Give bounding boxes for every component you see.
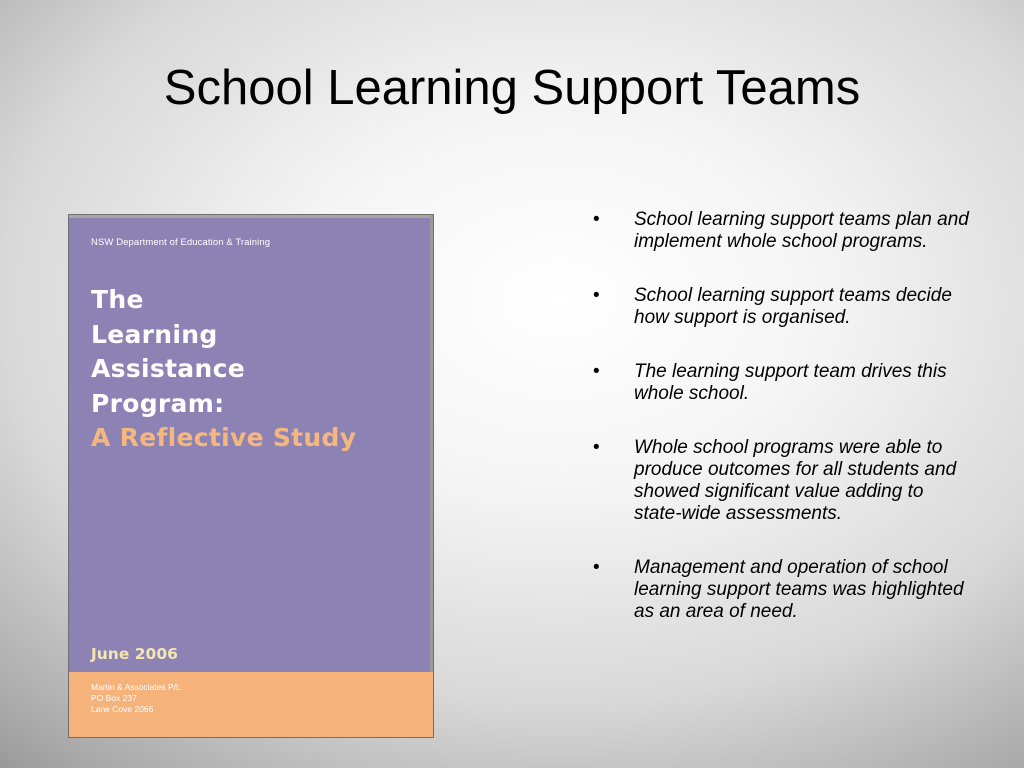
slide-title: School Learning Support Teams	[163, 61, 861, 115]
bullet-list	[590, 209, 970, 655]
bullet-item	[590, 361, 970, 405]
bullet-marker: •	[593, 437, 600, 458]
cover-footer-band	[69, 672, 433, 738]
cover-subtitle: A Reflective Study	[91, 423, 357, 452]
bullet-marker: •	[593, 209, 600, 230]
bullet-item	[590, 437, 970, 525]
cover-department: NSW Department of Education & Training	[91, 237, 271, 248]
cover-title	[91, 283, 356, 456]
bullet-text: School learning support teams plan and implement whole school programs.	[634, 209, 969, 252]
report-cover-image	[68, 214, 434, 738]
cover-top-edge	[69, 215, 433, 218]
cover-address-line: Martin & Associates P/L	[91, 682, 181, 692]
bullet-text: Whole school programs were able to produce outcomes for all students and showed significant value adding to state-wide assessments.	[634, 437, 957, 524]
bullet-item	[590, 557, 970, 623]
cover-address-line: Lane Cove 2066	[91, 704, 154, 714]
cover-address	[91, 682, 181, 715]
bullet-text: The learning support team drives this whole school.	[634, 361, 947, 404]
cover-title-line: Program:	[91, 388, 225, 418]
bullet-text: Management and operation of school learning support teams was highlighted as an area of need.	[634, 557, 964, 622]
bullet-marker: •	[593, 361, 600, 382]
cover-address-line: PO Box 237	[91, 693, 137, 703]
bullet-marker: •	[593, 557, 600, 578]
cover-title-line: Learning	[91, 319, 218, 349]
bullet-item	[590, 285, 970, 329]
cover-right-edge	[430, 215, 433, 737]
cover-title-line: The	[91, 285, 144, 314]
cover-date: June 2006	[91, 645, 178, 663]
cover-title-line: Assistance	[91, 354, 245, 383]
bullet-item	[590, 209, 970, 253]
bullet-marker: •	[593, 285, 600, 306]
bullet-text: School learning support teams decide how support is organised.	[634, 285, 952, 328]
